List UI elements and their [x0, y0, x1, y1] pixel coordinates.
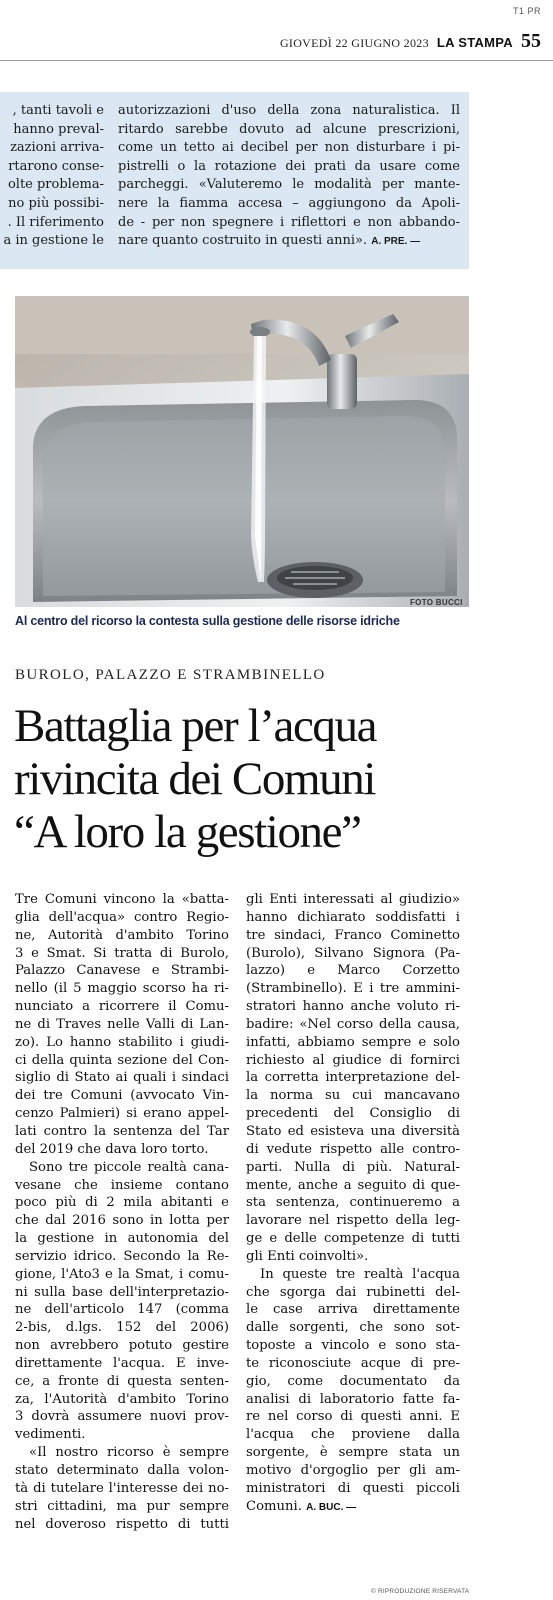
article-text: stri cittadini, ma pur sempre — [15, 1498, 229, 1514]
article-text-line — [246, 1426, 460, 1444]
article-text-line — [15, 1373, 229, 1391]
article-text: l'acqua che proviene dalla — [246, 1427, 460, 1443]
article-text: sta sentenza, continueremo a — [246, 1195, 460, 1211]
article-text-line — [15, 1194, 229, 1212]
article-text-line — [246, 1462, 460, 1480]
article-text-line — [246, 1319, 460, 1337]
article-text: la corretta interpretazione del- — [246, 1070, 460, 1086]
box-text-line — [118, 232, 460, 252]
article-text-line — [15, 1444, 229, 1462]
article-text-line — [246, 1266, 460, 1284]
article-text: ce, a fronte di questa senten- — [15, 1373, 229, 1389]
region-tag: T1 PR — [512, 6, 541, 16]
article-text-line — [246, 1373, 460, 1391]
article-text: stratori hanno anche voluto ri- — [246, 999, 460, 1015]
article-text: za, l'Autorità d'ambito Torino — [15, 1391, 229, 1407]
article-text-line — [246, 1034, 460, 1052]
article-text-line — [246, 1069, 460, 1087]
publication-name: LA STAMPA — [436, 35, 513, 50]
article-text-line — [15, 1355, 229, 1373]
box-text: ritardo sarebbe dovuto ad alcune prescrizioni, — [118, 121, 460, 137]
article-text: analisi di laboratorio fatte fa- — [246, 1391, 460, 1407]
headline-line: “A loro la gestione” — [14, 806, 361, 858]
article-text: hanno dichiarato soddisfatti i — [246, 909, 460, 925]
box-text-line — [118, 195, 460, 214]
article-text: non avrebbero potuto gestire — [15, 1338, 229, 1354]
box-text: parcheggi. «Valuteremo le modalità per mante- — [118, 177, 460, 193]
article-text: «Il nostro ricorso è sempre — [29, 1445, 229, 1461]
article-text: nunciato a ricorrere il Comu- — [15, 999, 229, 1015]
article-body-right-column — [246, 891, 460, 1517]
header-rule — [0, 60, 553, 61]
article-text: gli Enti coinvolti». — [246, 1248, 369, 1264]
article-text-line — [246, 1194, 460, 1212]
article-text-line — [15, 1462, 229, 1480]
article-text: la norma su cui mancavano — [246, 1088, 460, 1104]
article-text-line — [15, 1498, 229, 1516]
article-body-left-column — [15, 891, 229, 1533]
article-text-line — [15, 962, 229, 980]
article-text-line — [15, 1177, 229, 1195]
article-text: Palazzo Canavese e Strambi- — [15, 963, 229, 979]
article-text: lavorare nel rispetto della leg- — [246, 1213, 460, 1229]
article-text-line — [246, 1141, 460, 1159]
article-text-line — [246, 1248, 460, 1266]
article-text-line — [15, 1248, 229, 1266]
box-signature: A. PRE. — — [371, 236, 421, 248]
article-text-line — [15, 1123, 229, 1141]
article-text-line — [15, 927, 229, 945]
copyright-notice: © RIPRODUZIONE RISERVATA — [371, 1588, 470, 1595]
article-text-line — [246, 891, 460, 909]
article-text-line — [15, 1212, 229, 1230]
article-signature: A. BUC. — — [306, 1501, 357, 1513]
article-text: Tre Comuni vincono la «batta- — [15, 892, 229, 907]
article-text-line — [15, 1319, 229, 1337]
article-text-line — [15, 998, 229, 1016]
box-text-line — [118, 176, 460, 195]
article-text: infatti, abbiamo sempre e solo — [246, 1034, 460, 1050]
article-text: re nel corso di questi anni. E — [246, 1409, 460, 1425]
article-text-line — [246, 945, 460, 963]
article-text: gione, l'Ato3 e la Smat, i comu- — [15, 1266, 229, 1282]
article-text-line — [246, 1337, 460, 1355]
article-text-line — [15, 1480, 229, 1498]
issue-date: GIOVEDÌ 22 GIUGNO 2023 — [279, 36, 429, 50]
article-text-line — [15, 1284, 229, 1302]
article-text: dei tre Comuni (avvocato Vin- — [15, 1088, 229, 1104]
article-text: servizio idrico. Secondo la Re- — [15, 1248, 229, 1264]
article-text: toposte a vincolo e sono sta- — [246, 1338, 460, 1354]
previous-article-box — [0, 92, 469, 269]
article-kicker: BUROLO, PALAZZO E STRAMBINELLO — [15, 667, 326, 683]
article-text-line — [246, 1408, 460, 1426]
box-left-column — [0, 102, 104, 251]
box-text: de - per non spegnere i riflettori e non abbando- — [118, 214, 460, 230]
article-text: (Burolo), Silvano Signora (Pa- — [246, 945, 460, 961]
box-text-line: olte problema- — [7, 177, 104, 193]
article-text: vedimenti. — [15, 1427, 86, 1443]
article-text: gli Enti interessati al giudizio» — [246, 892, 460, 907]
article-text: del 2019 che dava loro torto. — [15, 1141, 209, 1157]
article-text: Comuni. — [246, 1498, 302, 1514]
box-text-line — [118, 102, 460, 121]
article-text-line — [15, 1266, 229, 1284]
box-text-line — [118, 139, 460, 158]
article-text-line — [15, 891, 229, 909]
article-text-line — [246, 1480, 460, 1498]
article-text: 3 dovrà assumere nuovi prov- — [15, 1409, 229, 1425]
article-text: siglio di Stato ai quali i sindaci — [15, 1070, 229, 1086]
article-text: lati contro la sentenza del Tar — [15, 1123, 229, 1139]
headline-line: Battaglia per l’acqua — [14, 700, 377, 752]
box-text-line: no più possibi- — [8, 195, 104, 211]
article-text: nel doveroso rispetto di tutti — [15, 1516, 229, 1532]
article-text: che sgorga dai rubinetti del- — [246, 1284, 460, 1300]
article-text: motivo d'orgoglio per gli am- — [246, 1463, 460, 1478]
article-text-line — [15, 1034, 229, 1052]
article-text: te riconosciute acque di pre- — [246, 1355, 460, 1371]
article-text: richiesto al giudice di fornirci — [246, 1052, 460, 1068]
box-text: pistrelli o la rotazione dei prati da usare come — [118, 158, 460, 174]
article-text-line — [15, 1159, 229, 1177]
box-text-line — [118, 121, 460, 140]
article-text: parti. Nulla di più. Natural- — [246, 1159, 460, 1175]
article-text-line — [15, 1069, 229, 1087]
article-text: ne, Autorità d'ambito Torino — [15, 927, 229, 943]
article-text-line — [246, 1087, 460, 1105]
article-text-line — [246, 1301, 460, 1319]
article-text-line — [15, 1105, 229, 1123]
article-text-line — [15, 1337, 229, 1355]
box-text-line: , tanti tavoli e — [12, 103, 104, 118]
article-text: glia dell'acqua» contro Regio- — [15, 909, 229, 925]
box-text: nare quanto costruito in questi anni». — [118, 233, 368, 249]
article-text: poco più di 2 mila abitanti e — [15, 1195, 229, 1211]
article-text-line — [246, 1123, 460, 1141]
article-text-line — [246, 998, 460, 1016]
article-headline — [14, 700, 474, 859]
page-number: 55 — [521, 30, 541, 52]
article-text-line — [246, 1444, 460, 1462]
article-text-line — [15, 909, 229, 927]
article-text: nello (il 5 maggio scorso ha ri- — [15, 981, 229, 997]
article-text: stato determinato dalla volon- — [15, 1463, 229, 1478]
headline-line: rivincita dei Comuni — [14, 753, 375, 805]
article-text: gio, come documentato da — [246, 1373, 460, 1389]
article-text: ni sulla base dell'interpretazio- — [15, 1284, 229, 1300]
article-text-line — [15, 1426, 229, 1444]
article-text: di vedute rispetto alle contro- — [246, 1141, 460, 1157]
article-text: mente, anche a seguito di que- — [246, 1177, 460, 1193]
article-text: ci della quinta sezione del Con- — [15, 1052, 229, 1068]
article-text: ne di Traves nelle Valli di Lan- — [15, 1016, 229, 1032]
article-text-line — [246, 1391, 460, 1409]
article-text: Stato ed esisteva una diversità — [246, 1123, 460, 1139]
box-text: nere la fiamma accesa – aggiungono da Apoli- — [118, 195, 460, 211]
article-text-line — [246, 1016, 460, 1034]
article-text-line — [246, 980, 460, 998]
article-text-line — [246, 1212, 460, 1230]
article-text: tà di tutelare l'interesse dei no- — [15, 1480, 229, 1496]
article-text-line — [246, 962, 460, 980]
article-text: vesane che insieme contano — [15, 1177, 229, 1193]
photo-credit: FOTO BUCCI — [410, 598, 463, 607]
photo-caption: Al centro del ricorso la contesta sulla gestione delle risorse idriche — [15, 614, 400, 628]
article-text-line — [15, 1016, 229, 1034]
article-text-line — [246, 927, 460, 945]
page-header — [280, 30, 541, 53]
article-text-line — [246, 1355, 460, 1373]
box-text: come un tetto ai decibel per non disturbare i pi- — [118, 140, 460, 156]
box-text-line: hanno preval- — [13, 121, 104, 137]
article-text: le case arriva direttamente — [246, 1302, 460, 1318]
article-text-line — [246, 1052, 460, 1070]
article-text: dalle sorgenti, che sono sot- — [246, 1320, 460, 1336]
box-text-line: . Il riferimento — [7, 214, 104, 230]
box-text: autorizzazioni d'uso della zona naturalistica. Il — [118, 103, 460, 118]
article-text-line — [246, 909, 460, 927]
box-text-line: rtarono conse- — [8, 158, 104, 174]
article-text: ministratori di questi piccoli — [246, 1480, 460, 1496]
article-text: ne dell'articolo 147 (comma — [15, 1302, 229, 1318]
article-text-line — [15, 945, 229, 963]
article-text: sorgente, è sempre stata un — [246, 1445, 460, 1461]
article-text-line — [15, 1301, 229, 1319]
article-text: 2-bis, d.lgs. 152 del 2006) — [15, 1320, 229, 1336]
article-text-line — [246, 1105, 460, 1123]
sink-faucet-illustration — [15, 296, 469, 607]
article-text: badire: «Nel corso della causa, — [246, 1016, 460, 1032]
article-text: (Strambinello). E i tre ammini- — [246, 981, 460, 997]
box-text-line — [118, 158, 460, 177]
article-text-line — [15, 1391, 229, 1409]
article-text-line — [246, 1177, 460, 1195]
article-text-line — [15, 980, 229, 998]
article-text: direttamente l'acqua. E inve- — [15, 1355, 229, 1371]
article-text: zo). Lo hanno stabilito i giudi- — [15, 1034, 229, 1050]
article-text-line — [246, 1159, 460, 1177]
article-text: che dal 2016 sono in lotta per — [15, 1213, 229, 1229]
article-text: precedenti del Consiglio di — [246, 1106, 460, 1122]
article-text-line — [246, 1230, 460, 1248]
box-text-line: zazioni arriva- — [10, 140, 104, 156]
article-text-line — [15, 1230, 229, 1248]
article-text-line — [15, 1087, 229, 1105]
article-text: la gestione in autonomia del — [15, 1231, 229, 1247]
article-text-line — [15, 1141, 229, 1159]
article-text: cenzo Palmieri) si erano appel- — [15, 1106, 229, 1122]
article-text: In queste tre realtà l'acqua — [260, 1266, 460, 1282]
article-text: ge e delle competenze di tutti — [246, 1231, 460, 1247]
box-text-line — [118, 214, 460, 233]
box-right-column — [118, 102, 460, 252]
article-text: tre sindaci, Franco Cominetto — [246, 927, 460, 943]
article-text-line — [15, 1516, 229, 1534]
article-text: Sono tre piccole realtà cana- — [29, 1159, 229, 1175]
article-text-line — [246, 1498, 460, 1517]
article-text: lazzo) e Marco Corzetto — [246, 963, 460, 979]
article-photo — [15, 296, 469, 607]
article-text-line — [246, 1284, 460, 1302]
article-text-line — [15, 1052, 229, 1070]
article-text: 3 e Smat. Si tratta di Burolo, — [15, 945, 229, 961]
box-text-line: a in gestione le — [3, 233, 104, 249]
article-text-line — [15, 1408, 229, 1426]
